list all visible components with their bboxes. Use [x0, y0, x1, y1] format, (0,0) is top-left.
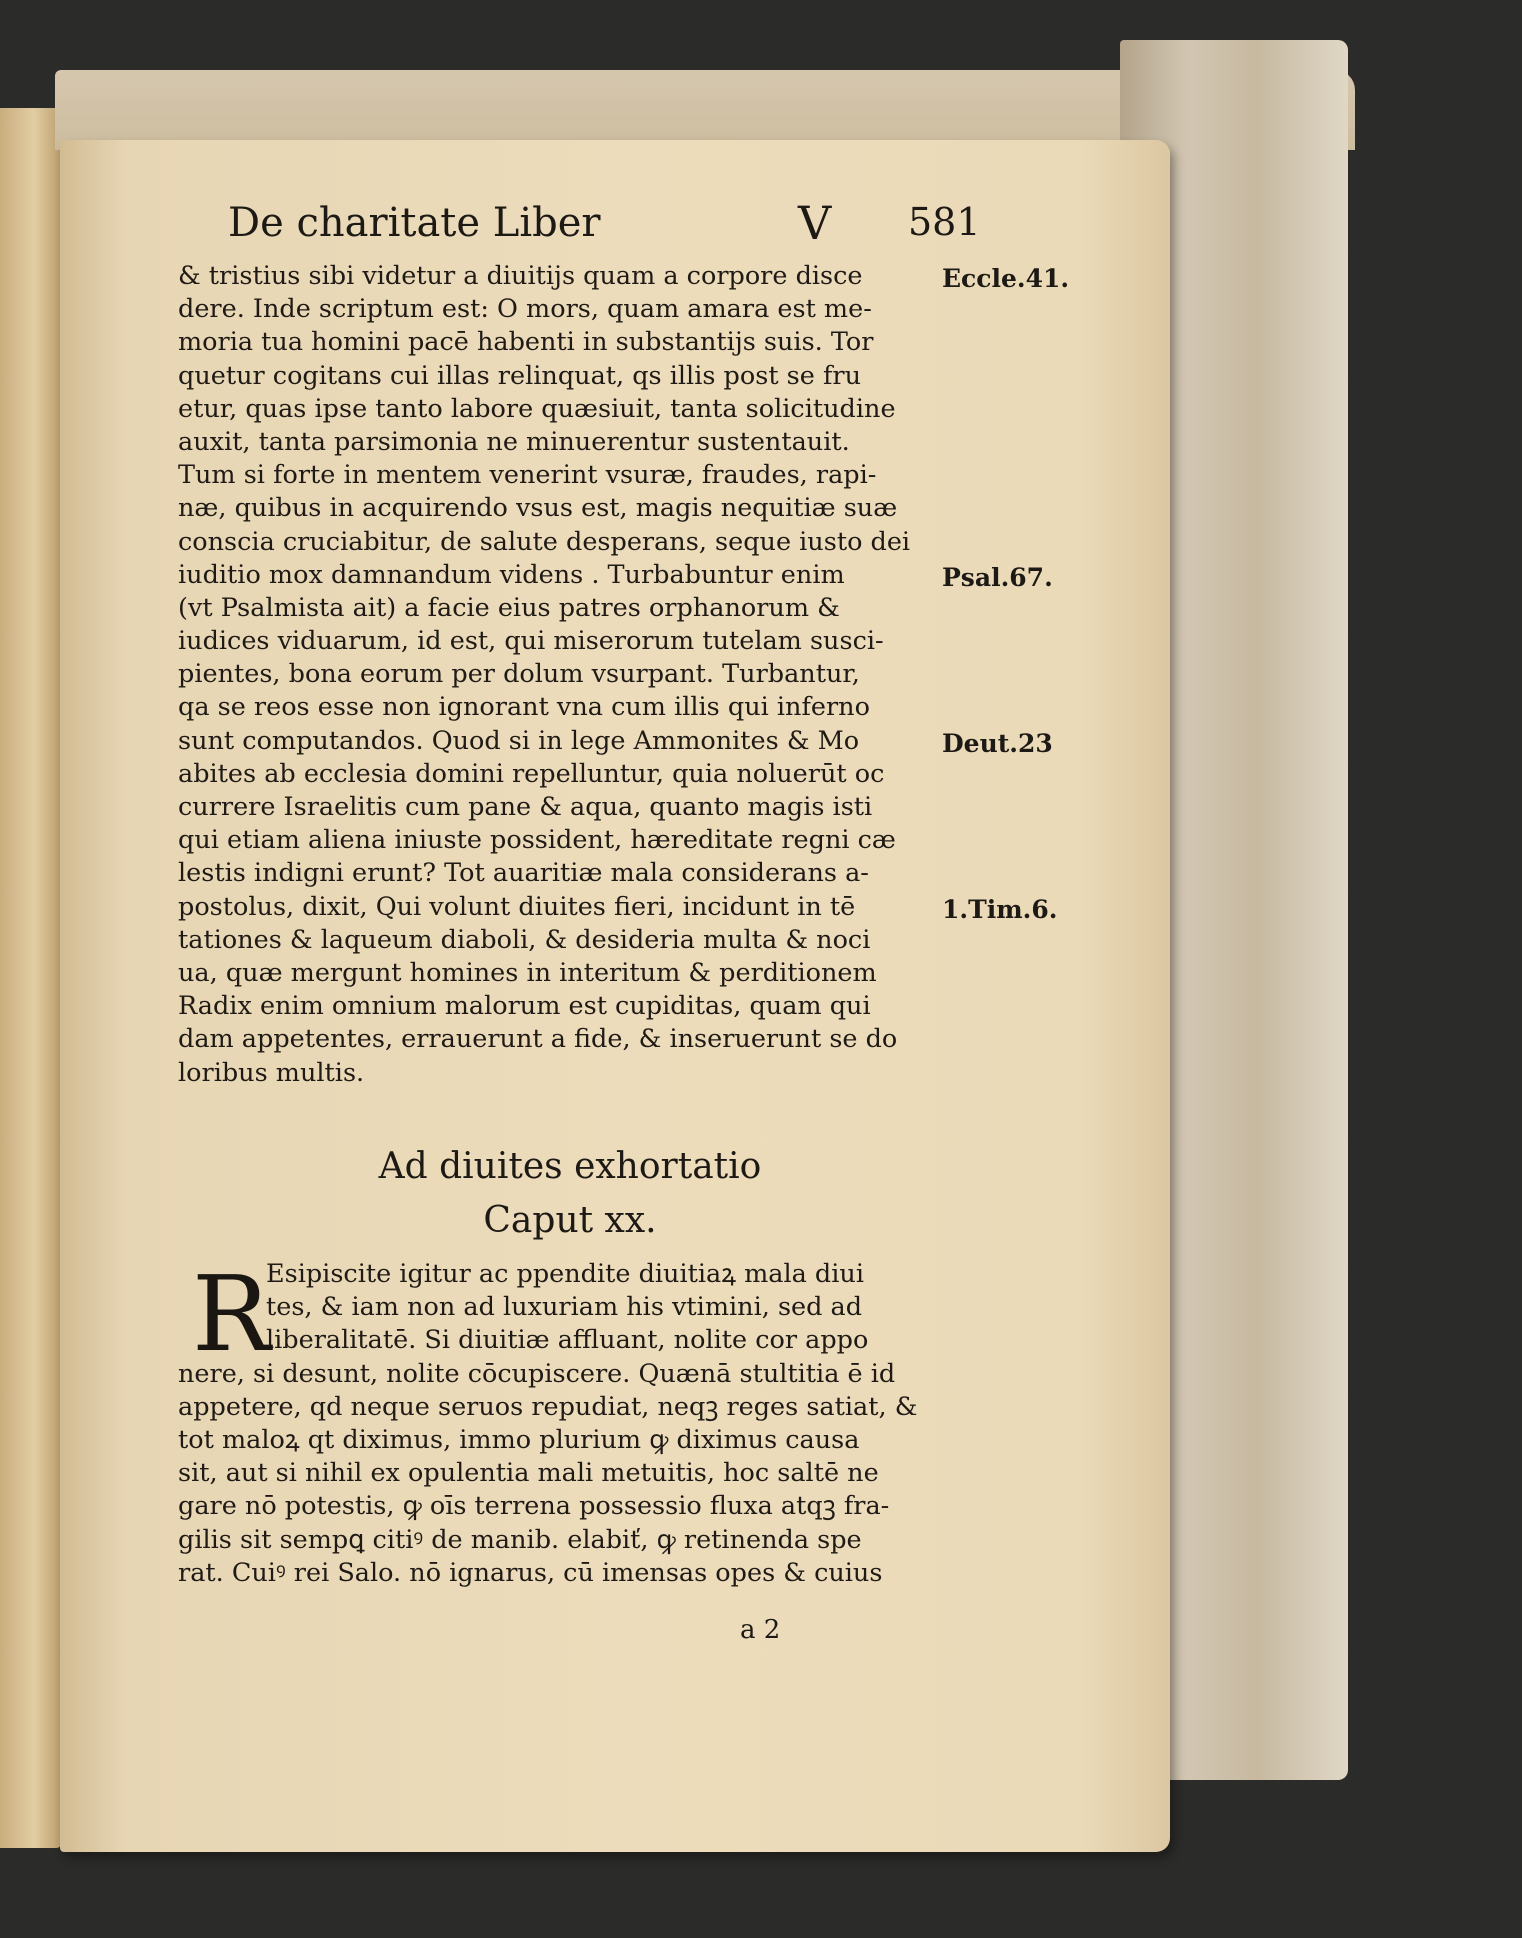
chapter-text-line: sit, aut si nihil ex opulentia mali metuitis, hoc saltē ne [178, 1458, 879, 1489]
margin-note: Psal.67. [942, 562, 1053, 592]
text-line: dere. Inde scriptum est: O mors, quam amara est me- [178, 294, 872, 325]
chapter-text-line: liberalitatē. Si diuitiæ affluant, nolite cor appo [266, 1325, 869, 1356]
text-line: abites ab ecclesia domini repelluntur, quia noluerūt oc [178, 758, 885, 789]
text-line: quetur cogitans cui illas relinquat, qs illis post se fru [178, 360, 862, 391]
text-line: (vt Psalmista ait) a facie eius patres orphanorum & [178, 592, 840, 623]
running-title: De charitate Liber [228, 200, 601, 246]
text-line: conscia cruciabitur, de salute desperans, seque iusto dei [178, 526, 911, 557]
margin-note: Eccle.41. [942, 264, 1070, 293]
running-header [228, 196, 998, 256]
margin-note: 1.Tim.6. [942, 894, 1058, 924]
text-line: currere Israelitis cum pane & aqua, quanto magis isti [178, 792, 873, 822]
book-page [60, 140, 1170, 1852]
chapter-text-line: tes, & iam non ad luxuriam his vtimini, sed ad [266, 1292, 863, 1323]
text-line: sunt computandos. Quod si in lege Ammonites & Mo [178, 725, 860, 756]
chapter-text [178, 1253, 1008, 1590]
text-line: moria tua homini pacē habenti in substantijs suis. Tor [178, 327, 874, 358]
text-line: iuditio mox damnandum videns . Turbabuntur enim [178, 559, 845, 590]
text-line: iudices viduarum, id est, qui miserorum tutelam susci- [178, 626, 884, 657]
text-line: & tristius sibi videtur a diuitijs quam a corpore disce [178, 261, 863, 291]
book-number: V [798, 196, 832, 250]
text-line: dam appetentes, errauerunt a fide, & inseruerunt se do [178, 1024, 898, 1055]
chapter-text-line: tot maloꝝ qt diximus, immo plurium ꝙ diximus causa [178, 1424, 860, 1455]
facing-page-edge [0, 108, 62, 1848]
text-line: postolus, dixit, Qui volunt diuites fieri, incidunt in tē [178, 891, 856, 922]
text-line: qui etiam aliena iniuste possident, hæreditate regni cæ [178, 825, 896, 856]
margin-note: Deut.23 [942, 728, 1053, 758]
chapter-text-line: gare nō potestis, ꝙ oīs terrena possessio fluxa atqꝫ fra- [178, 1491, 890, 1522]
chapter-text-line: appetere, qd neque seruos repudiat, neqꝫ reges satiat, & [178, 1391, 918, 1422]
text-line: ua, quæ mergunt homines in interitum & perditionem [178, 957, 877, 988]
chapter-text-line: nere, si desunt, nolite cōcupiscere. Quænā stultitia ē id [178, 1358, 896, 1389]
chapter-number: Caput xx. [483, 1200, 657, 1241]
text-line: næ, quibus in acquirendo vsus est, magis nequitiæ suæ [178, 493, 898, 524]
body-text [178, 260, 1008, 1090]
text-line: auxit, tanta parsimonia ne minuerentur sustentauit. [178, 426, 850, 457]
chapter-text-line: rat. Cuiꝰ rei Salo. nō ignarus, cū imensas opes & cuius [178, 1557, 883, 1588]
text-line: etur, quas ipse tanto labore quæsiuit, tanta solicitudine [178, 393, 896, 424]
text-line: Radix enim omnium malorum est cupiditas, quam qui [178, 991, 871, 1022]
signature-mark: a 2 [740, 1615, 781, 1645]
text-line: loribus multis. [178, 1057, 365, 1088]
folio-number: 581 [908, 200, 981, 244]
text-line: Tum si forte in mentem venerint vsuræ, fraudes, rapi- [178, 460, 877, 491]
chapter-heading: Ad diuites exhortatio [378, 1146, 762, 1187]
text-line: qa se reos esse non ignorant vna cum illis qui inferno [178, 692, 870, 723]
text-line: lestis indigni erunt? Tot auaritiæ mala considerans a- [178, 858, 869, 889]
text-line: tationes & laqueum diaboli, & desideria multa & noci [178, 924, 871, 955]
chapter-text-line: Esipiscite igitur ac ppendite diuitiaꝝ mala diui [266, 1259, 864, 1289]
chapter-text-line: gilis sit sempꝗ citiꝰ de manib. elabiť, ꝙ retinenda spe [178, 1524, 862, 1555]
text-line: pientes, bona eorum per dolum vsurpant. Turbantur, [178, 659, 860, 690]
drop-cap-initial: R [192, 1253, 271, 1375]
